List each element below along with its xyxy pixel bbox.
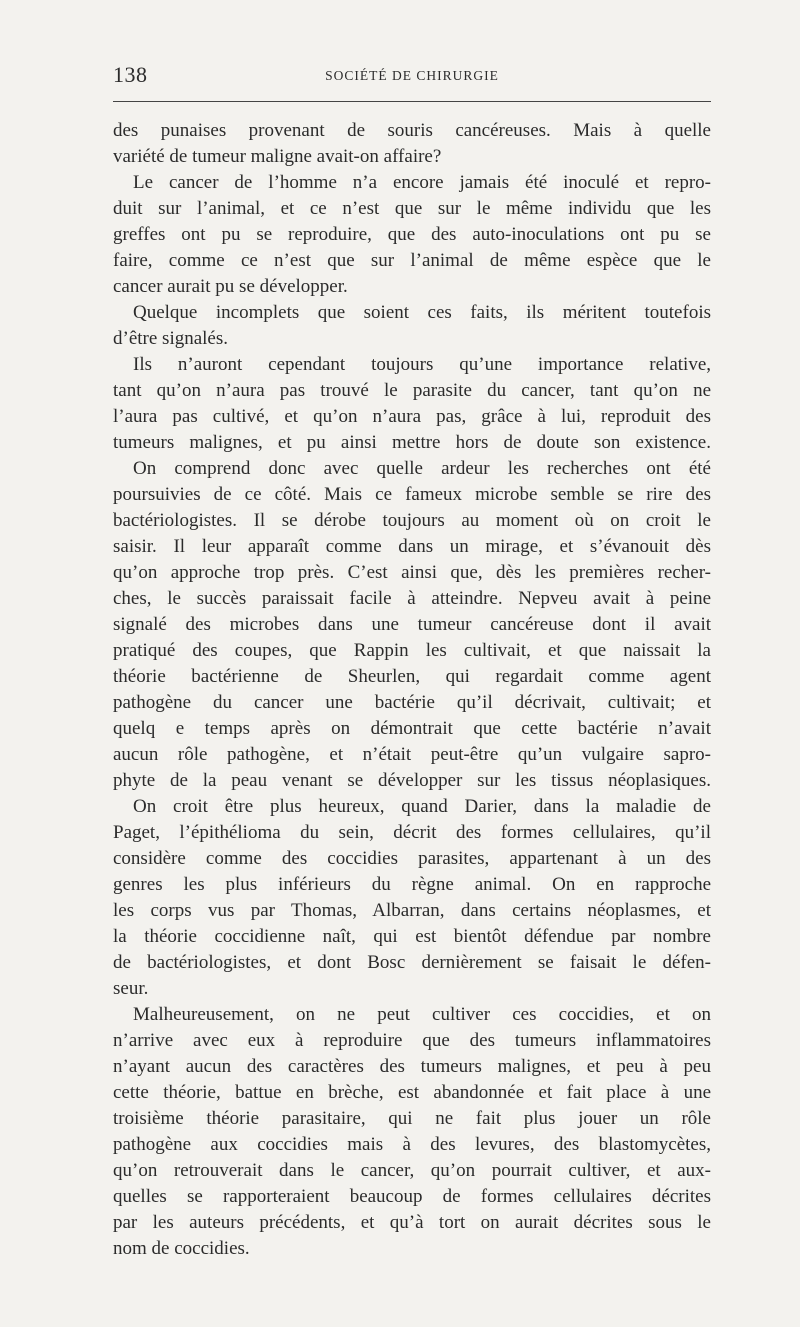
running-title: SOCIÉTÉ DE CHIRURGIE (325, 68, 499, 83)
text-line: les corps vus par Thomas, Albarran, dans certains néoplasmes, et (113, 900, 711, 921)
text-line: l’aura pas cultivé, et qu’on n’aura pas, grâce à lui, reproduit des (113, 406, 711, 427)
text-line: tumeurs malignes, et pu ainsi mettre hors de doute son existence. (113, 432, 711, 453)
text-line: seur. (113, 978, 149, 999)
text-line: poursuivies de ce côté. Mais ce fameux microbe semble se rire des (113, 484, 711, 505)
text-line: faire, comme ce n’est que sur l’animal de même espèce que le (113, 250, 711, 271)
text-line: quelles se rapporteraient beaucoup de formes cellulaires décrites (113, 1186, 711, 1207)
text-line: On comprend donc avec quelle ardeur les recherches ont été (133, 458, 711, 479)
text-line: greffes ont pu se reproduire, que des auto-inoculations ont pu se (113, 224, 711, 245)
text-line: Ils n’auront cependant toujours qu’une importance relative, (133, 354, 711, 375)
text-line: bactériologistes. Il se dérobe toujours au moment où on croit le (113, 510, 711, 531)
text-line: On croit être plus heureux, quand Darier, dans la maladie de (133, 796, 711, 817)
text-line: cette théorie, battue en brèche, est abandonnée et fait place à une (113, 1082, 711, 1103)
header-rule (113, 101, 711, 102)
text-line: Malheureusement, on ne peut cultiver ces coccidies, et on (133, 1004, 711, 1025)
page-number: 138 (113, 62, 148, 87)
text-line: Quelque incomplets que soient ces faits, ils méritent toutefois (133, 302, 711, 323)
text-line: par les auteurs précédents, et qu’à tort on aurait décrites sous le (113, 1212, 711, 1233)
text-line: genres les plus inférieurs du règne animal. On en rapproche (113, 874, 711, 895)
text-line: n’arrive avec eux à reproduire que des tumeurs inflammatoires (113, 1030, 711, 1051)
text-line: d’être signalés. (113, 328, 229, 349)
text-line: ches, le succès paraissait facile à atteindre. Nepveu avait à peine (113, 588, 711, 609)
text-line: Paget, l’épithélioma du sein, décrit des formes cellulaires, qu’il (113, 822, 711, 843)
text-line: duit sur l’animal, et ce n’est que sur le même individu que les (113, 198, 711, 219)
text-line: tant qu’on n’aura pas trouvé le parasite du cancer, tant qu’on ne (113, 380, 711, 401)
text-line: la théorie coccidienne naît, qui est bientôt défendue par nombre (113, 926, 711, 947)
text-line: pathogène du cancer une bactérie qu’il décrivait, cultivait; et (113, 692, 711, 713)
text-line: saisir. Il leur apparaît comme dans un mirage, et s’évanouit dès (113, 536, 711, 557)
text-line: pratiqué des coupes, que Rappin les cultivait, et que naissait la (113, 640, 711, 661)
text-line: phyte de la peau venant se développer sur les tissus néoplasiques. (113, 770, 711, 791)
text-line: Le cancer de l’homme n’a encore jamais été inoculé et repro- (133, 172, 711, 193)
text-line: nom de coccidies. (113, 1238, 250, 1259)
text-line: n’ayant aucun des caractères des tumeurs malignes, et peu à peu (113, 1056, 711, 1077)
body-text (113, 118, 711, 1262)
text-line: aucun rôle pathogène, et n’était peut-être qu’un vulgaire sapro- (113, 744, 711, 765)
text-line: signalé des microbes dans une tumeur cancéreuse dont il avait (113, 614, 711, 635)
text-line: théorie bactérienne de Sheurlen, qui regardait comme agent (113, 666, 711, 687)
text-line: quelq e temps après on démontrait que cette bactérie n’avait (113, 718, 711, 739)
text-line: variété de tumeur maligne avait-on affaire? (113, 146, 442, 167)
page-header (113, 62, 711, 92)
text-line: considère comme des coccidies parasites, appartenant à un des (113, 848, 711, 869)
text-line: de bactériologistes, et dont Bosc dernièrement se faisait le défen- (113, 952, 711, 973)
text-line: pathogène aux coccidies mais à des levures, des blastomycètes, (113, 1134, 711, 1155)
text-line: des punaises provenant de souris cancéreuses. Mais à quelle (113, 120, 711, 141)
text-line: troisième théorie parasitaire, qui ne fait plus jouer un rôle (113, 1108, 711, 1129)
text-line: qu’on approche trop près. C’est ainsi que, dès les premières recher- (113, 562, 711, 583)
text-line: qu’on retrouverait dans le cancer, qu’on pourrait cultiver, et aux- (113, 1160, 711, 1181)
text-line: cancer aurait pu se développer. (113, 276, 348, 297)
